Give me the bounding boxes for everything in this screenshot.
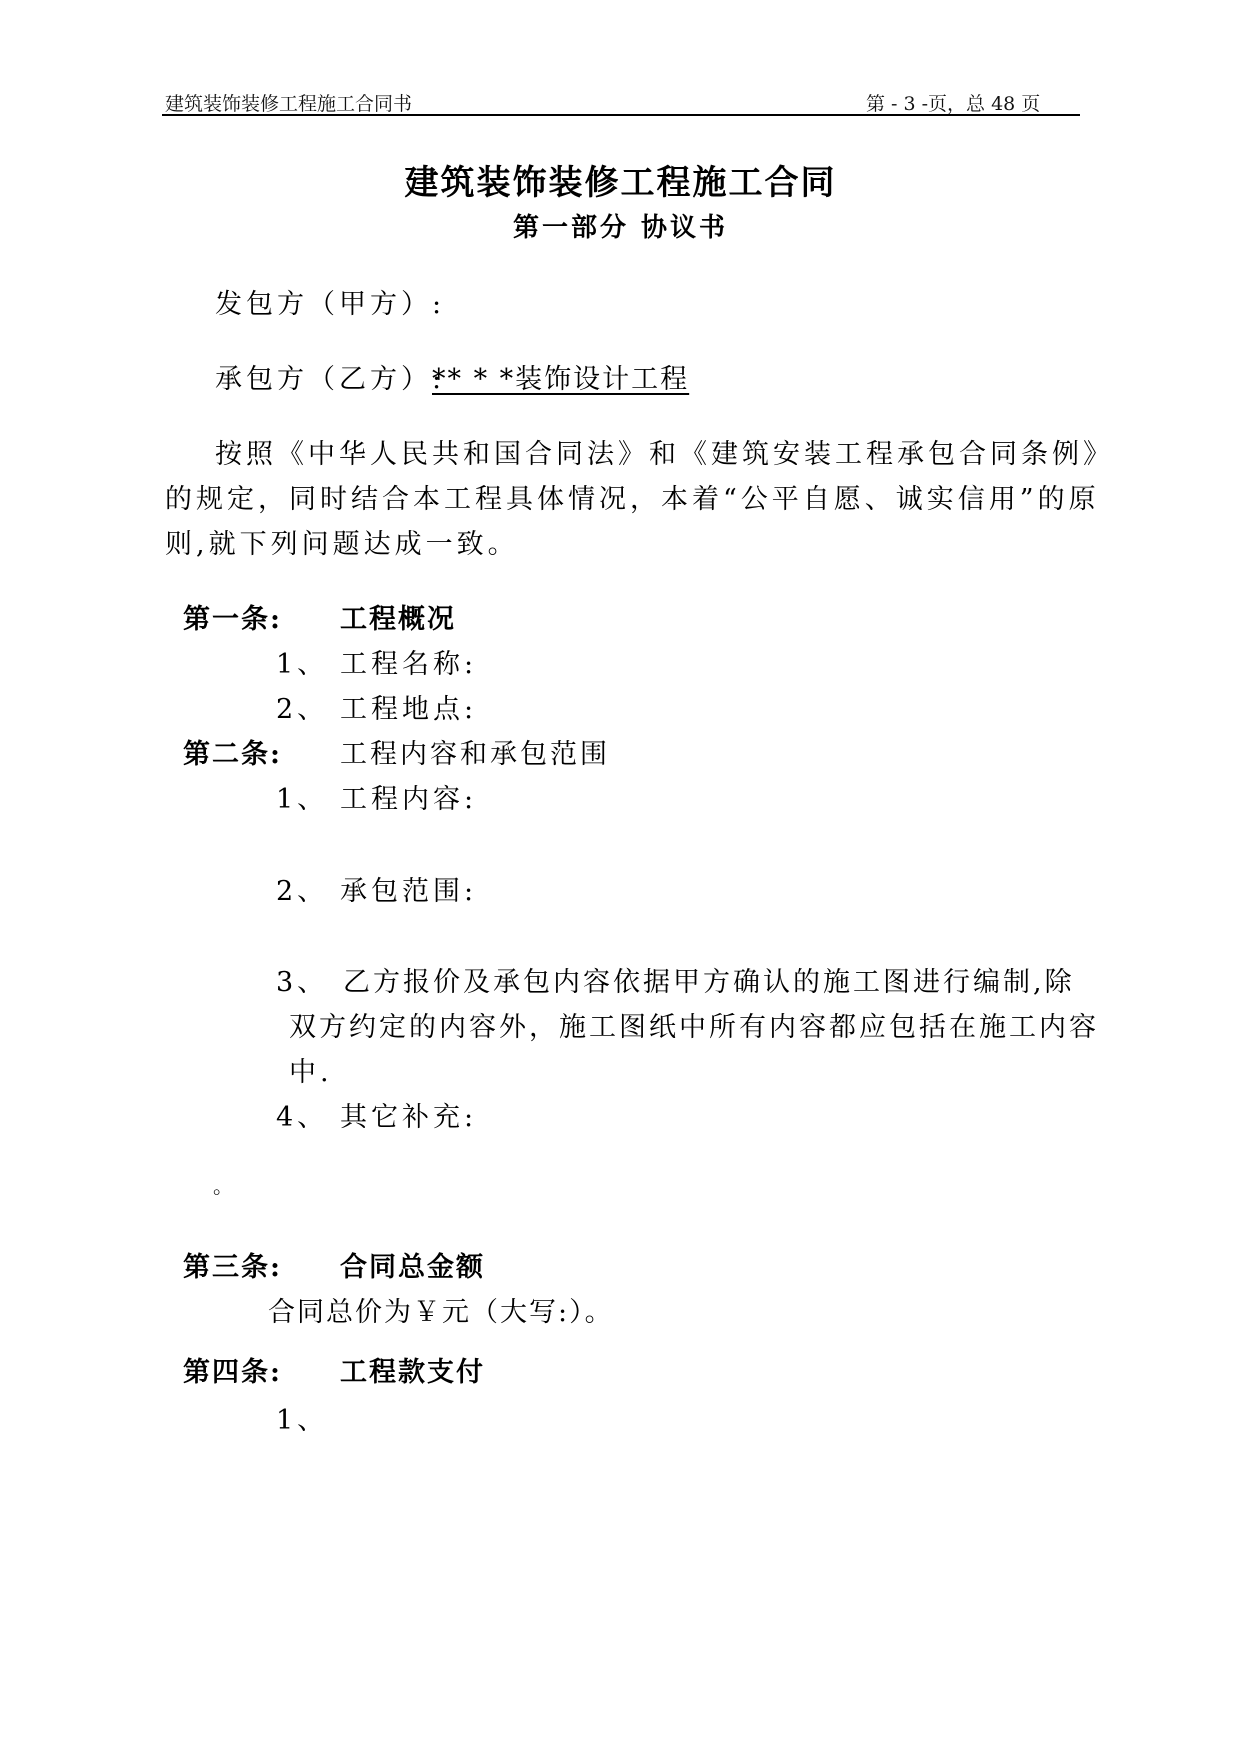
article-2-item-2-num: 2、 bbox=[276, 876, 329, 907]
party-b-name: ** * *装饰设计工程 bbox=[432, 364, 690, 395]
preamble-line-1: 按照《中华人民共和国合同法》和《建筑安装工程承包合同条例》 bbox=[215, 439, 1114, 470]
preamble-line-3: 则,就下列问题达成一致。 bbox=[165, 529, 519, 560]
party-b-label: 承包方（乙方）: bbox=[215, 364, 446, 395]
page-number: 第 - 3 -页，总 48 页 bbox=[866, 93, 1041, 115]
article-1-label: 第一条: bbox=[183, 604, 282, 635]
party-a-label: 发包方（甲方）: bbox=[215, 289, 446, 320]
document-title: 建筑装饰装修工程施工合同 bbox=[404, 163, 837, 203]
article-1-item-2-num: 2、 bbox=[276, 694, 329, 725]
article-1-item-1-text: 工程名称: bbox=[340, 649, 478, 680]
document-subtitle: 第一部分 协议书 bbox=[512, 213, 729, 243]
article-2-item-3-line-1: 乙方报价及承包内容依据甲方确认的施工图进行编制,除 bbox=[343, 967, 1075, 998]
article-2-label: 第二条: bbox=[183, 739, 282, 770]
article-2-item-4-num: 4、 bbox=[276, 1102, 329, 1133]
article-3-text: 合同总价为￥元（大写:）。 bbox=[268, 1297, 614, 1328]
page-header-title: 建筑装饰装修工程施工合同书 bbox=[165, 93, 413, 115]
article-1-item-1-num: 1、 bbox=[276, 649, 329, 680]
article-2-item-3-line-2: 双方约定的内容外，施工图纸中所有内容都应包括在施工内容 bbox=[289, 1012, 1099, 1043]
article-3-title: 合同总金额 bbox=[340, 1252, 485, 1283]
article-2-item-1-text: 工程内容: bbox=[340, 784, 478, 815]
header-rule bbox=[162, 114, 1080, 116]
article-2-item-4-text: 其它补充: bbox=[340, 1102, 478, 1133]
article-2-item-1-num: 1、 bbox=[276, 784, 329, 815]
article-1-title: 工程概况 bbox=[340, 604, 456, 635]
article-2-item-3-num: 3、 bbox=[276, 967, 329, 998]
article-4-title: 工程款支付 bbox=[340, 1357, 485, 1388]
article-4-label: 第四条: bbox=[183, 1357, 282, 1388]
article-1-item-2-text: 工程地点: bbox=[340, 694, 478, 725]
preamble-line-2: 的规定，同时结合本工程具体情况，本着“公平自愿、诚实信用”的原 bbox=[165, 484, 1100, 515]
article-2-item-2-text: 承包范围: bbox=[340, 876, 478, 907]
article-4-item-1-num: 1、 bbox=[276, 1405, 329, 1436]
article-2-title: 工程内容和承包范围 bbox=[340, 739, 610, 770]
article-2-item-3-line-3: 中. bbox=[289, 1057, 333, 1088]
article-3-label: 第三条: bbox=[183, 1252, 282, 1283]
article-2-end-mark: 。 bbox=[213, 1174, 237, 1198]
